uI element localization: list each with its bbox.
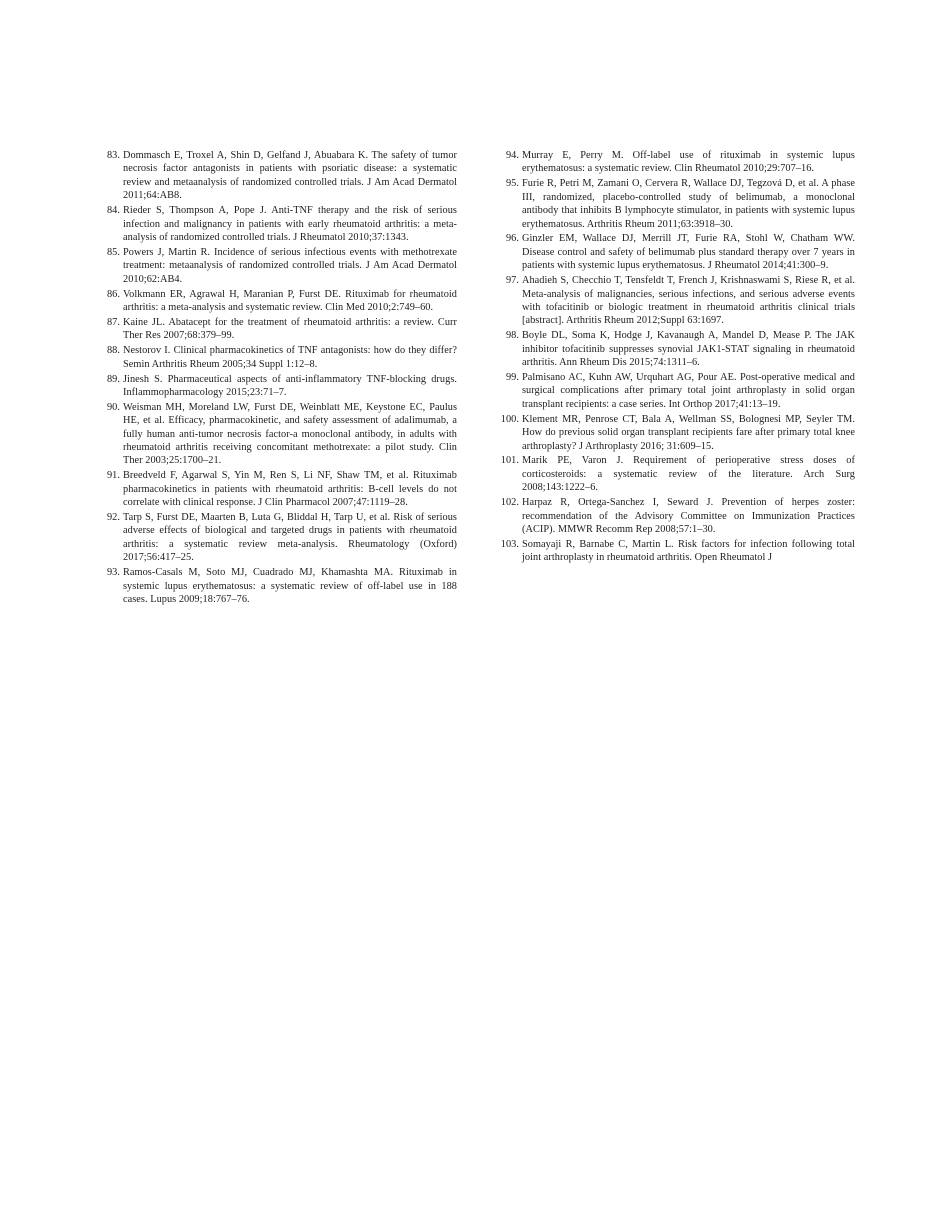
reference-text: Kaine JL. Abatacept for the treatment of rheumatoid arthritis: a review. Curr Ther Res 2007;68:379–99. (123, 316, 457, 342)
reference-text: Boyle DL, Soma K, Hodge J, Kavanaugh A, Mandel D, Mease P. The JAK inhibitor tofacitinib suppresses synovial JAK1-STAT signaling in rheumatoid arthritis. Ann Rheum Dis 2015;74:1311–6. (522, 330, 855, 369)
reference-item (100, 566, 457, 606)
reference-text: Ginzler EM, Wallace DJ, Merrill JT, Furie RA, Stohl W, Chatham WW. Disease control and safety of belimumab plus standard therapy over 7 years in patients with systemic lupus erythematosus. J Rheumatol 2014;41:300–9. (522, 233, 855, 272)
reference-number: 96. (505, 233, 519, 245)
reference-number: 86. (106, 288, 120, 300)
reference-text: Volkmann ER, Agrawal H, Maranian P, Furst DE. Rituximab for rheumatoid arthritis: a meta-analysis and systematic review. Clin Med 2010;2:749–60. (123, 288, 457, 313)
reference-number: 89. (106, 373, 120, 385)
reference-text: Palmisano AC, Kuhn AW, Urquhart AG, Pour AE. Post-operative medical and surgical complications after primary total joint arthroplasty in solid organ transplant recipients: a case series. Int Orthop 2017;41:13–19. (522, 372, 855, 410)
reference-item (100, 204, 457, 244)
reference-item (496, 413, 855, 453)
reference-item (496, 538, 855, 565)
reference-number: 91. (106, 470, 120, 482)
reference-number: 98. (505, 330, 519, 342)
reference-text: Breedveld F, Agarwal S, Yin M, Ren S, Li NF, Shaw TM, et al. Rituximab pharmacokinetics in patients with rheumatoid arthritis: B-cell levels do not correlate with clinical response. J Clin Pharmacol 2007;47:1119–28. (123, 470, 457, 509)
reference-number: 95. (505, 178, 519, 190)
reference-item (100, 316, 457, 343)
reference-text: Harpaz R, Ortega-Sanchez I, Seward J. Prevention of herpes zoster: recommendation of the Advisory Committee on Immunization Practices (ACIP). MMWR Recomm Rep 2008;57:1–30. (522, 497, 855, 535)
reference-item (496, 177, 855, 231)
reference-number: 92. (106, 512, 120, 524)
reference-item (100, 469, 457, 509)
reference-text: Marik PE, Varon J. Requirement of perioperative stress doses of corticosteroids: a systematic review of the literature. Arch Surg 2008;143:1222–6. (522, 455, 855, 494)
reference-item (496, 454, 855, 494)
reference-item (496, 329, 855, 369)
reference-item (100, 401, 457, 468)
reference-text: Klement MR, Penrose CT, Bala A, Wellman SS, Bolognesi MP, Seyler TM. How do previous solid organ transplant recipients fare after primary total knee arthroplasty? J Arthroplasty 2016; 31:609–15. (522, 413, 855, 452)
reference-text: Somayaji R, Barnabe C, Martin L. Risk factors for infection following total joint arthroplasty in rheumatoid arthritis. Open Rheumatol J (522, 538, 855, 564)
reference-item (496, 496, 855, 536)
reference-number: 94. (505, 150, 519, 161)
reference-text: Rieder S, Thompson A, Pope J. Anti-TNF therapy and the risk of serious infection and malignancy in patients with early rheumatoid arthritis: a meta-analysis of randomized controlled trials. J Rheumatol 2010;37:1343. (123, 205, 457, 243)
reference-number: 97. (505, 275, 519, 287)
reference-item (496, 371, 855, 411)
reference-text: Jinesh S. Pharmaceutical aspects of anti-inflammatory TNF-blocking drugs. Inflammopharmacology 2015;23:71–7. (123, 373, 457, 398)
reference-number: 101. (500, 455, 519, 467)
reference-number: 83. (106, 150, 120, 161)
reference-number: 85. (106, 246, 120, 258)
reference-text: Weisman MH, Moreland LW, Furst DE, Weinblatt ME, Keystone EC, Paulus HE, et al. Efficacy, pharmacokinetic, and safety assessment of adalimumab, a fully human anti-tumor necrosis factor-a monoclonal antibody, in adults with rheumatoid arthritis receiving concomitant methotrexate: a pilot study. Clin Ther 2003;25:1700–21. (123, 401, 457, 467)
reference-number: 100. (500, 413, 519, 425)
reference-item (100, 344, 457, 371)
reference-item (100, 511, 457, 565)
reference-item (100, 373, 457, 400)
reference-list-left (100, 149, 457, 608)
reference-number: 90. (106, 401, 120, 413)
reference-number: 88. (106, 345, 120, 357)
reference-item (100, 246, 457, 286)
reference-text: Tarp S, Furst DE, Maarten B, Luta G, Bliddal H, Tarp U, et al. Risk of serious adverse effects of biological and targeted drugs in patients with rheumatoid arthritis: a systematic review meta-analysis. Rheumatology (Oxford) 2017;56:417–25. (123, 512, 457, 564)
reference-number: 99. (505, 372, 519, 383)
reference-item (496, 149, 855, 176)
reference-item (496, 232, 855, 272)
reference-text: Murray E, Perry M. Off-label use of rituximab in systemic lupus erythematosus: a systematic review. Clin Rheumatol 2010;29:707–16. (522, 150, 855, 175)
reference-text: Ramos-Casals M, Soto MJ, Cuadrado MJ, Khamashta MA. Rituximab in systemic lupus erythematosus: a systematic review of off-label use in 188 cases. Lupus 2009;18:767–76. (123, 567, 457, 605)
reference-text: Ahadieh S, Checchio T, Tensfeldt T, French J, Krishnaswami S, Riese R, et al. Meta-analysis of malignancies, serious infections, and serious adverse events with tofacitinib or biologic treatment in rheumatoid arthritis clinical trials [abstract]. Arthritis Rheum 2012;Suppl 63:1697. (522, 275, 855, 327)
reference-number: 84. (106, 205, 120, 217)
reference-item (496, 274, 855, 328)
reference-text: Nestorov I. Clinical pharmacokinetics of TNF antagonists: how do they differ? Semin Arthritis Rheum 2005;34 Suppl 1:12–8. (123, 345, 457, 370)
reference-item (100, 288, 457, 315)
reference-number: 103. (500, 538, 519, 550)
reference-list-right (496, 149, 855, 566)
reference-number: 102. (500, 497, 519, 509)
reference-text: Powers J, Martin R. Incidence of serious infectious events with methotrexate treatment: metaanalysis of randomized controlled trials. J Am Acad Dermatol 2010;62:AB4. (123, 246, 457, 285)
reference-text: Furie R, Petri M, Zamani O, Cervera R, Wallace DJ, Tegzová D, et al. A phase III, randomized, placebo-controlled study of belimumab, a monoclonal antibody that inhibits B lymphocyte stimulator, in patients with systemic lupus erythematosus. Arthritis Rheum 2011;63:3918–30. (522, 178, 855, 230)
reference-item (100, 149, 457, 203)
reference-number: 87. (106, 316, 120, 328)
reference-text: Dommasch E, Troxel A, Shin D, Gelfand J, Abuabara K. The safety of tumor necrosis factor antagonists in patients with psoriatic disease: a systematic review and metaanalysis of randomized controlled trials. J Am Acad Dermatol 2011;64:AB8. (123, 150, 457, 202)
reference-number: 93. (106, 567, 120, 579)
